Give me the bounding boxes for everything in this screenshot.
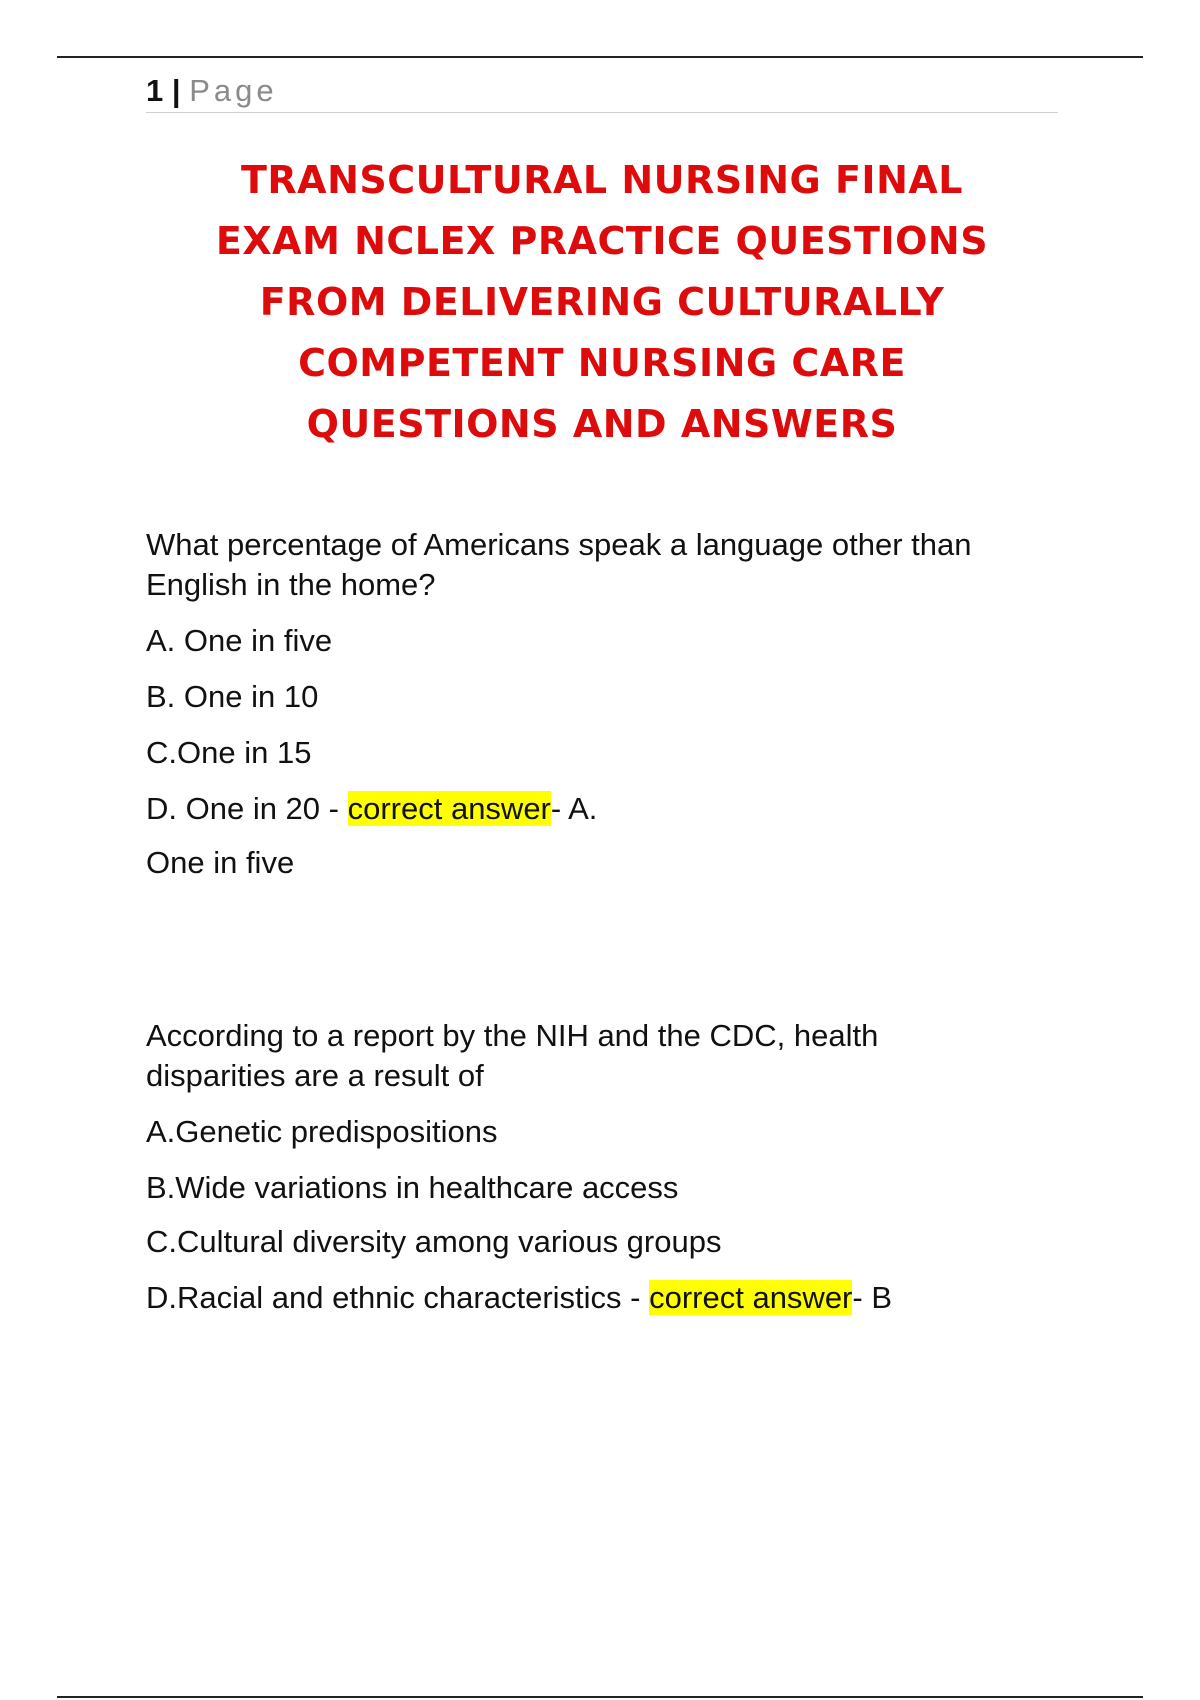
option-d-text: D.Racial and ethnic characteristics - [146, 1280, 650, 1315]
question-1 [146, 525, 1066, 883]
title-line: TRANSCULTURAL NURSING FINAL [241, 158, 963, 202]
answer-continuation: One in five [146, 845, 295, 880]
page-separator: | [171, 73, 181, 108]
option-c: C.Cultural diversity among various groups [146, 1224, 722, 1259]
option-c: C.One in 15 [146, 735, 312, 770]
answer-key: - A. [550, 791, 598, 826]
correct-answer-highlight: correct answer [649, 1280, 853, 1315]
question-text-line: What percentage of Americans speak a language other than [146, 527, 972, 562]
option-b: B. One in 10 [146, 679, 319, 714]
question-2 [146, 1016, 1066, 1318]
title-line: EXAM NCLEX PRACTICE QUESTIONS [215, 219, 989, 263]
option-b: B.Wide variations in healthcare access [146, 1170, 679, 1205]
page-header [146, 72, 1058, 113]
title-line: QUESTIONS AND ANSWERS [306, 402, 898, 446]
title-line: COMPETENT NURSING CARE [298, 341, 906, 385]
option-d-text: D. One in 20 - [146, 791, 348, 826]
page-label: Page [189, 73, 278, 108]
top-rule [57, 56, 1143, 58]
question-text-line: disparities are a result of [146, 1058, 484, 1093]
question-text-line: According to a report by the NIH and the CDC, health [146, 1018, 879, 1053]
question-text-line: English in the home? [146, 567, 436, 602]
page-number: 1 [146, 73, 164, 108]
option-a: A.Genetic predispositions [146, 1114, 498, 1149]
option-a: A. One in five [146, 623, 333, 658]
option-d [146, 1278, 1066, 1318]
question-text [146, 1016, 1066, 1096]
option-d [146, 789, 1066, 829]
question-text [146, 525, 1066, 605]
bottom-rule [57, 1696, 1143, 1698]
title-line: FROM DELIVERING CULTURALLY [259, 280, 945, 324]
correct-answer-highlight: correct answer [347, 791, 551, 826]
document-title [146, 150, 1058, 455]
answer-key: - B [852, 1280, 893, 1315]
